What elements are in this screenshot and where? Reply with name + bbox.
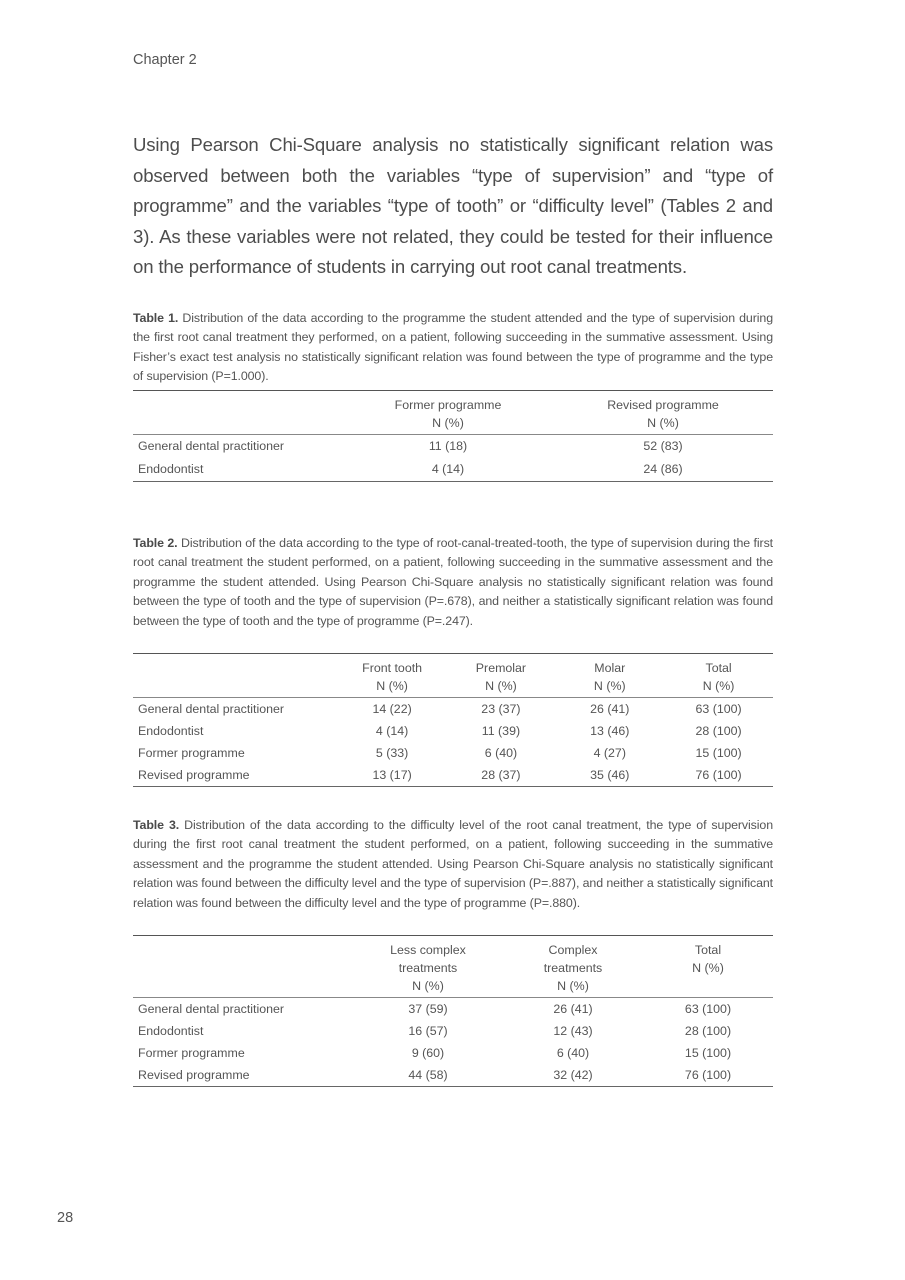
table-cell: 28 (100) — [695, 724, 742, 738]
table-row — [133, 764, 773, 787]
row-label: Revised programme — [133, 764, 338, 787]
table-2-header-front-tooth: Front tooth N (%) — [338, 654, 447, 698]
table-row — [133, 458, 773, 482]
row-label: General dental practitioner — [138, 439, 285, 453]
table-cell: 32 (42) — [503, 1064, 643, 1087]
table-cell: 14 (22) — [372, 702, 412, 716]
table-1 — [133, 390, 773, 482]
running-head: Chapter 2 — [133, 52, 197, 68]
table-cell: 35 (46) — [555, 764, 664, 787]
table-cell: 63 (100) — [684, 1002, 732, 1016]
table-1-header-stub — [133, 391, 343, 435]
table-cell: 13 (46) — [590, 724, 630, 738]
table-2-header-total: Total N (%) — [664, 654, 773, 698]
table-cell: 26 (41) — [553, 1002, 593, 1016]
table-2-header-molar: Molar N (%) — [555, 654, 664, 698]
table-cell: 28 (37) — [447, 764, 556, 787]
table-cell: 26 (41) — [590, 702, 630, 716]
table-row — [133, 1020, 773, 1042]
table-cell: 24 (86) — [553, 458, 773, 482]
table-row — [133, 435, 773, 459]
body-paragraph: Using Pearson Chi-Square analysis no statistically significant relation was observed between both the variables “type of supervision” and “type of programme” and the variables “type of tooth” or “difficulty level” (Tables 2 and 3). As these variables were not related, they could be tested for their influence on the performance of students in carrying out root canal treatments. — [133, 134, 773, 277]
table-1-header-revised: Revised programme N (%) — [553, 391, 773, 435]
table-3-caption-text: Distribution of the data according to the difficulty level of the root canal treatment, the type of supervision during the first root canal treatment the student performed, on a patient, following succeeding in the summative assessment and the programme the student attended. Using Pearson Chi-Square analysis no statistically significant relation was found between the difficulty level and the type of supervision (P=.887), and neither a statistically significant relation was found between the difficulty level and the type of programme (P=.880). — [133, 818, 774, 910]
table-1-header-former: Former programme N (%) — [343, 391, 553, 435]
table-1-caption-text: Distribution of the data according to the programme the student attended and the type of supervision during the first root canal treatment they performed, on a patient, following succeeding in the summative assessment. Using Fisher’s exact test analysis no statistically significant relation was found between the type of programme and the type of supervision (P=1.000). — [133, 311, 773, 384]
table-3-header-stub — [133, 936, 353, 998]
table-2-caption-text: Distribution of the data according to the type of root-canal-treated-tooth, the type of supervision during the first root canal treatment the student performed, on a patient, following succeeding in the summative assessment and the programme the student attended. Using Pearson Chi-Square analysis no statistically significant relation was found between the type of tooth and the type of supervision (P=.678), and neither a statistically significant relation was found between the type of tooth and the type of programme (P=.247). — [133, 536, 774, 628]
table-cell: 37 (59) — [408, 1002, 448, 1016]
table-2-caption — [133, 534, 773, 631]
table-cell: 23 (37) — [481, 702, 521, 716]
row-label: Endodontist — [138, 724, 204, 738]
table-row — [133, 720, 773, 742]
table-3-header-total: Total N (%) — [643, 936, 773, 998]
table-cell: 12 (43) — [553, 1024, 593, 1038]
table-cell: 52 (83) — [643, 439, 683, 453]
table-3-header-less-complex: Less complex treatments N (%) — [353, 936, 503, 998]
row-label: Endodontist — [133, 458, 343, 482]
table-3-caption — [133, 816, 773, 913]
table-row — [133, 698, 773, 721]
table-2-label: Table 2. — [133, 536, 178, 550]
table-3 — [133, 935, 773, 1087]
table-cell: 15 (100) — [684, 1046, 732, 1060]
table-cell: 44 (58) — [353, 1064, 503, 1087]
table-cell: 16 (57) — [408, 1024, 448, 1038]
table-1-header-row — [133, 391, 773, 435]
row-label: Revised programme — [133, 1064, 353, 1087]
row-label: Endodontist — [138, 1024, 204, 1038]
page-number: 28 — [57, 1210, 74, 1226]
table-row — [133, 1064, 773, 1087]
table-cell: 6 (40) — [556, 1046, 590, 1060]
table-cell: 11 (39) — [481, 724, 521, 738]
table-row — [133, 742, 773, 764]
row-label: General dental practitioner — [138, 702, 285, 716]
table-cell: 63 (100) — [695, 702, 742, 716]
table-1-caption — [133, 309, 773, 387]
table-cell: 15 (100) — [695, 746, 742, 760]
table-cell: 4 (14) — [375, 724, 409, 738]
row-label: Former programme — [138, 746, 245, 760]
table-3-label: Table 3. — [133, 818, 180, 832]
table-cell: 13 (17) — [338, 764, 447, 787]
table-1-label: Table 1. — [133, 311, 179, 325]
table-3-header-row — [133, 936, 773, 998]
table-cell: 76 (100) — [643, 1064, 773, 1087]
table-2-header-stub — [133, 654, 338, 698]
table-3-header-complex: Complex treatments N (%) — [503, 936, 643, 998]
table-cell: 28 (100) — [684, 1024, 732, 1038]
table-cell: 4 (27) — [593, 746, 626, 760]
table-2-header-row — [133, 654, 773, 698]
table-cell: 5 (33) — [375, 746, 409, 760]
table-row — [133, 998, 773, 1021]
table-2-header-premolar: Premolar N (%) — [447, 654, 556, 698]
table-cell: 4 (14) — [343, 458, 553, 482]
table-cell: 11 (18) — [428, 439, 468, 453]
table-cell: 9 (60) — [411, 1046, 445, 1060]
table-cell: 6 (40) — [484, 746, 518, 760]
row-label: Former programme — [138, 1046, 245, 1060]
table-cell: 76 (100) — [664, 764, 773, 787]
table-2 — [133, 653, 773, 787]
row-label: General dental practitioner — [138, 1002, 285, 1016]
table-row — [133, 1042, 773, 1064]
